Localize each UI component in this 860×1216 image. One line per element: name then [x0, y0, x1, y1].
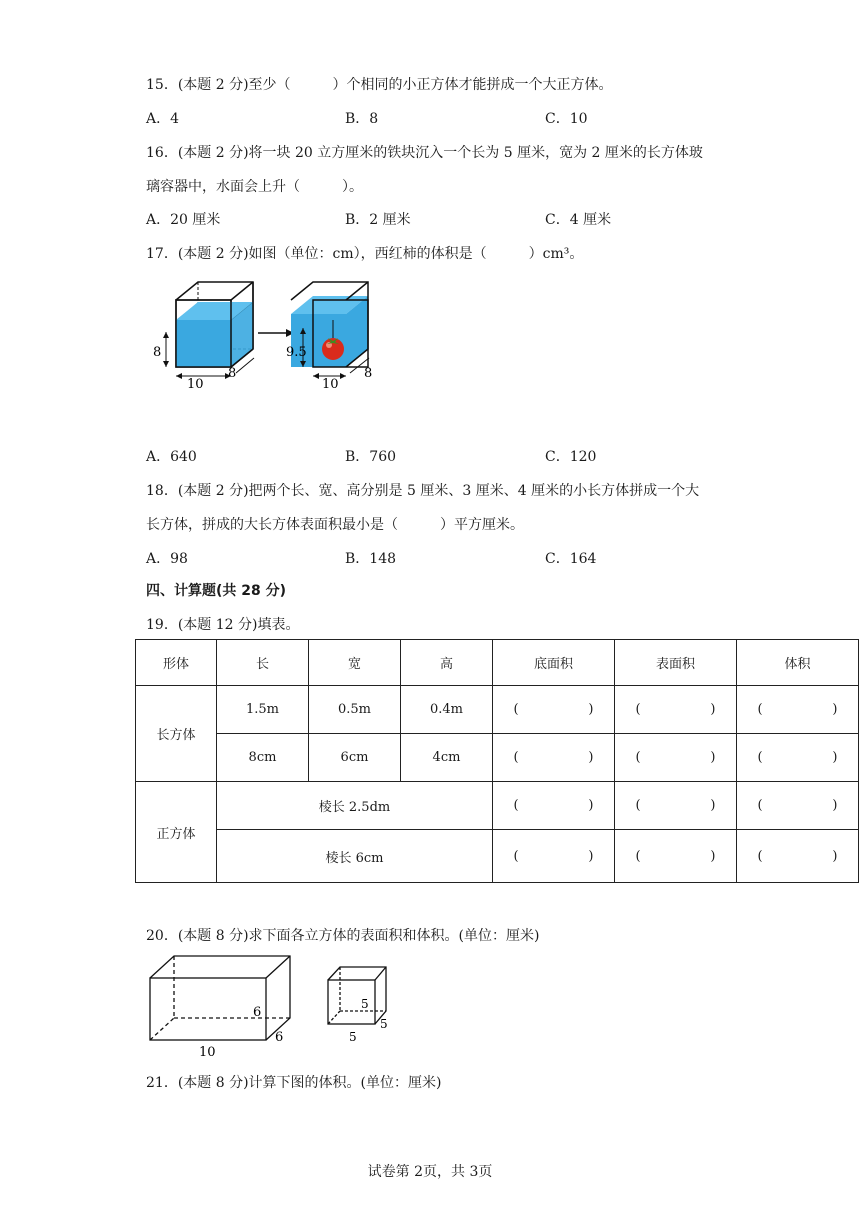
q20-cube-edge1-label: 5 — [361, 997, 369, 1011]
section-title: 四、计算题(共 28 分) — [146, 583, 287, 599]
q17-option-c: C．120 — [545, 449, 597, 465]
q20-cube-edge2-label: 5 — [380, 1017, 388, 1031]
answer-blank[interactable]: ( ) — [737, 782, 859, 830]
table-header-row — [136, 640, 859, 686]
q15-option-b: B．8 — [345, 111, 379, 127]
q15-option-c: C．10 — [545, 111, 588, 127]
answer-blank[interactable]: ( ) — [615, 686, 737, 734]
cell-width: 6cm — [309, 734, 401, 782]
cell-height: 4cm — [401, 734, 493, 782]
table-row — [136, 734, 859, 782]
q18-option-a: A．98 — [146, 551, 188, 567]
answer-blank[interactable]: ( ) — [615, 734, 737, 782]
cell-length: 8cm — [217, 734, 309, 782]
q19-stem: 19．(本题 12 分)填表。 — [146, 617, 300, 633]
q17-right-container — [286, 282, 390, 392]
header-volume: 体积 — [737, 640, 859, 686]
q17-left-container — [153, 282, 254, 392]
q16-stem-line2: 璃容器中，水面会上升（ ）。 — [146, 179, 363, 195]
answer-blank[interactable]: ( ) — [493, 782, 615, 830]
cell-height: 0.4m — [401, 686, 493, 734]
page-footer: 试卷第 2页，共 3页 — [367, 1164, 493, 1180]
answer-blank[interactable]: ( ) — [493, 734, 615, 782]
header-width: 宽 — [309, 640, 401, 686]
table-row — [136, 830, 859, 883]
q18-option-b: B．148 — [345, 551, 397, 567]
q16-option-c: C．4 厘米 — [545, 212, 612, 228]
q20-stem: 20．(本题 8 分)求下面各立方体的表面积和体积。(单位：厘米) — [146, 928, 540, 944]
header-base-area: 底面积 — [493, 640, 615, 686]
header-shape: 形体 — [136, 640, 217, 686]
table-row — [136, 686, 859, 734]
q17-right-length-label: 10 — [322, 377, 339, 392]
q21-stem: 21．(本题 8 分)计算下图的体积。(单位：厘米) — [146, 1075, 442, 1091]
q18-stem-line2: 长方体，拼成的大长方体表面积最小是（ ）平方厘米。 — [146, 517, 524, 533]
q17-stem: 17．(本题 2 分)如图（单位：cm），西红柿的体积是（ ）cm³。 — [146, 246, 584, 262]
answer-blank[interactable]: ( ) — [615, 830, 737, 883]
q17-left-height-label: 8 — [153, 345, 162, 360]
q16-option-a: A．20 厘米 — [146, 212, 221, 228]
header-surface-area: 表面积 — [615, 640, 737, 686]
cell-edge: 棱长 2.5dm — [217, 782, 493, 830]
q17-right-height-label: 9.5 — [286, 345, 307, 360]
q15-stem: 15．(本题 2 分)至少（ ）个相同的小正方体才能拼成一个大正方体。 — [146, 77, 613, 93]
q20-cube-figure — [328, 967, 386, 1024]
header-length: 长 — [217, 640, 309, 686]
table-row — [136, 782, 859, 830]
answer-blank[interactable]: ( ) — [493, 830, 615, 883]
answer-blank[interactable]: ( ) — [615, 782, 737, 830]
cell-length: 1.5m — [217, 686, 309, 734]
q17-option-a: A．640 — [146, 449, 197, 465]
cell-width: 0.5m — [309, 686, 401, 734]
q17-right-width-label: 8 — [364, 366, 373, 381]
q20-cuboid-length-label: 10 — [199, 1045, 216, 1060]
q18-stem-line1: 18．(本题 2 分)把两个长、宽、高分别是 5 厘米、3 厘米、4 厘米的小长方体拼成一个大 — [146, 483, 700, 499]
header-height: 高 — [401, 640, 493, 686]
answer-blank[interactable]: ( ) — [737, 830, 859, 883]
answer-blank[interactable]: ( ) — [493, 686, 615, 734]
q20-cube-edge3-label: 5 — [349, 1030, 357, 1044]
q16-stem-line1: 16．(本题 2 分)将一块 20 立方厘米的铁块沉入一个长为 5 厘米，宽为 2 厘米的长方体玻 — [146, 145, 703, 161]
q18-option-c: C．164 — [545, 551, 597, 567]
q19-fill-table — [135, 639, 859, 883]
answer-blank[interactable]: ( ) — [737, 686, 859, 734]
cuboid-label: 长方体 — [136, 686, 217, 782]
q20-cuboid-figure — [150, 956, 290, 1040]
q15-option-a: A．4 — [146, 111, 180, 127]
q17-option-b: B．760 — [345, 449, 397, 465]
cube-label: 正方体 — [136, 782, 217, 883]
cell-edge: 棱长 6cm — [217, 830, 493, 883]
answer-blank[interactable]: ( ) — [737, 734, 859, 782]
q17-left-length-label: 10 — [187, 377, 204, 392]
q17-tomato-figure — [150, 280, 390, 395]
q16-option-b: B．2 厘米 — [345, 212, 411, 228]
q20-figures — [140, 952, 400, 1062]
q17-left-width-label: 8 — [228, 366, 237, 381]
q20-cuboid-width-label: 6 — [275, 1030, 284, 1045]
q20-cuboid-height-label: 6 — [253, 1005, 262, 1020]
